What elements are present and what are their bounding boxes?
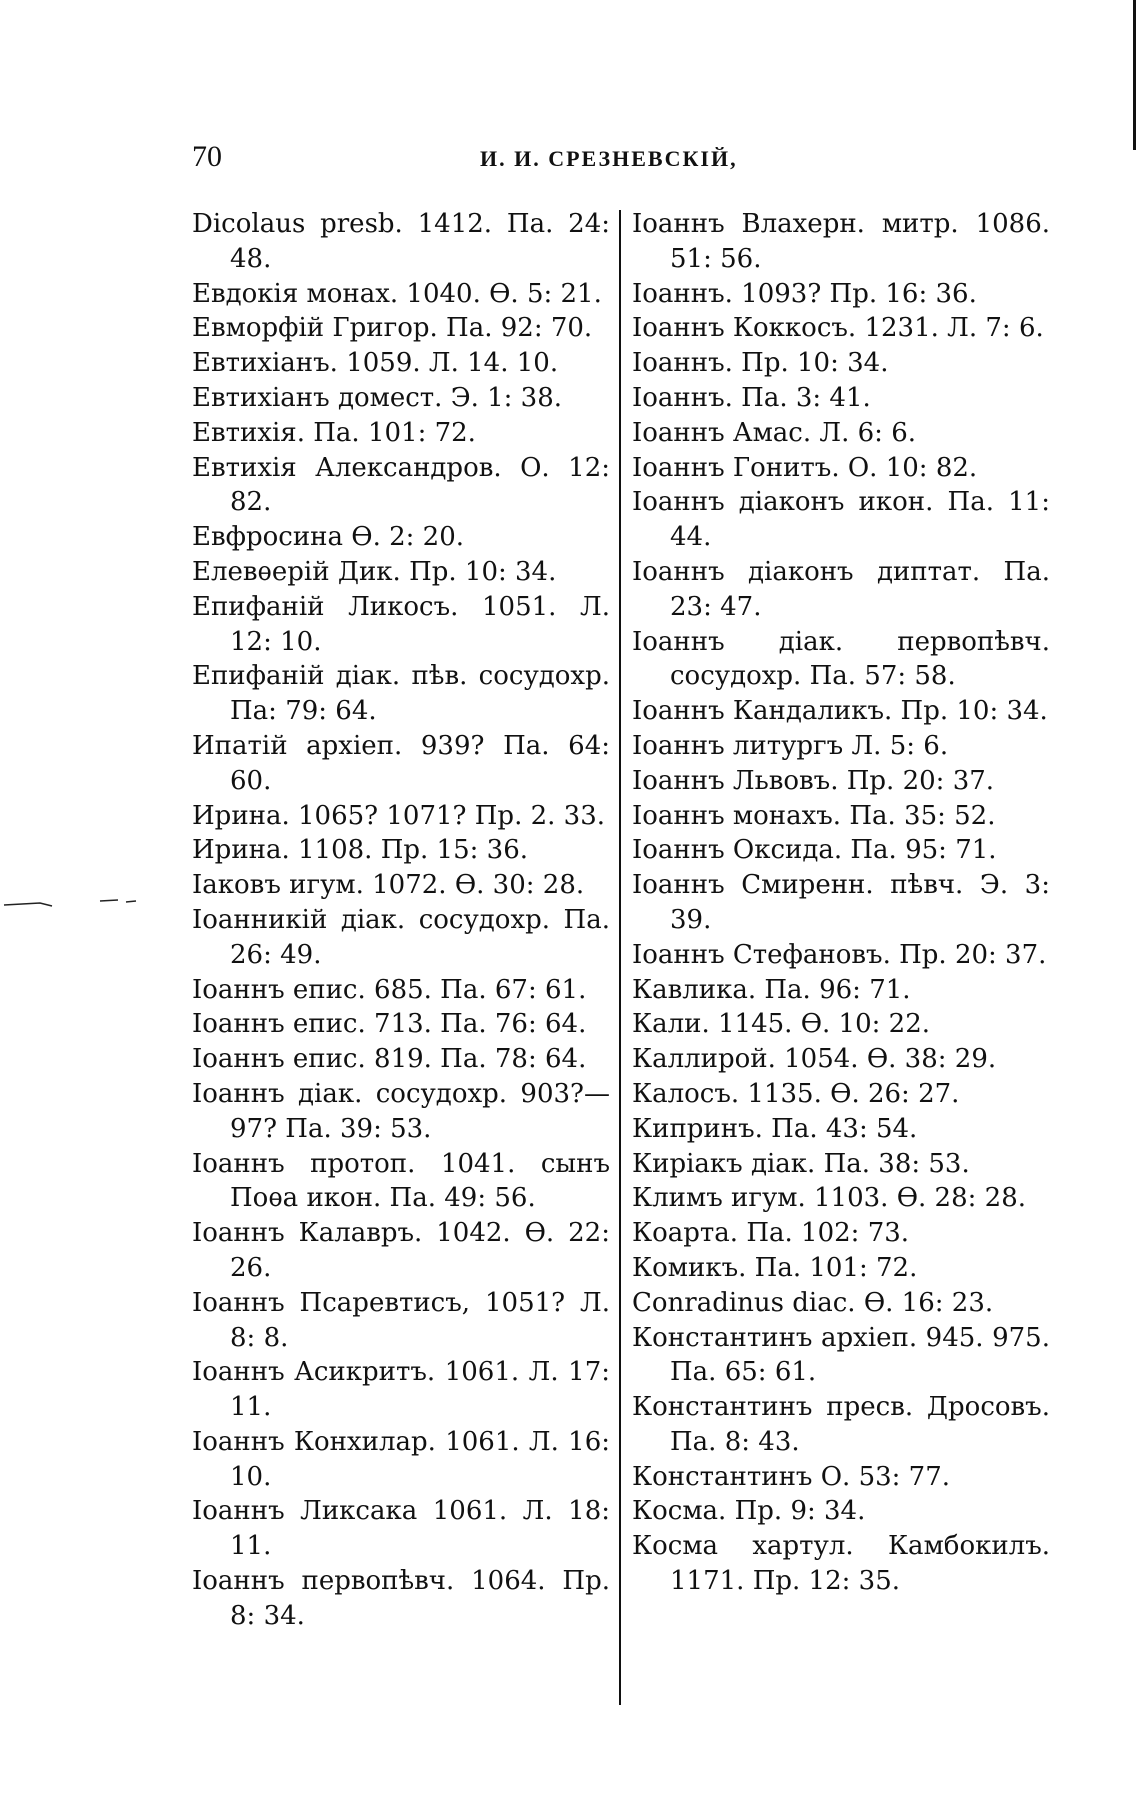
index-entry: Іоаннъ епис. 819. Па. 78: 64. [192,1044,587,1075]
index-entry: Комикъ. Па. 101: 72. [632,1252,918,1283]
index-entry: Іоаннъ діаконъ диптат. Па. 23: 47. [632,556,1050,622]
index-entry: Іоаннъ Гонитъ. О. 10: 82. [632,452,978,483]
index-entry: Епифаній Ликосъ. 1051. Л. 12: 10. [192,591,610,657]
index-entry: Іоаннъ первопѣвч. 1064. Пр. 8: 34. [192,1566,610,1631]
index-entry: Іоаннъ монахъ. Па. 35: 52. [632,800,996,831]
index-entry: Евтихія. Па. 101: 72. [192,417,476,448]
index-entry: Іоаннъ Влахерн. митр. 1086. 51: 56. [632,209,1050,274]
index-entry: Іоаннъ протоп. 1041. сынъ Поѳа икон. Па. 49: 56. [192,1148,610,1214]
index-column-right [632,207,1050,1599]
index-entry: Іоаннъ Стефановъ. Пр. 20: 37. [632,939,1047,970]
index-entry: Іоаннъ Ликсака 1061. Л. 18: 11. [192,1496,610,1562]
index-entry: Кавлика. Па. 96: 71. [632,974,911,1005]
index-entry: Іоаннъ Калавръ. 1042. Ѳ. 22: 26. [192,1218,610,1283]
index-entry: Константинъ пресв. Дросовъ. Па. 8: 43. [632,1392,1050,1457]
index-entry: Іоаннъ. 1093? Пр. 16: 36. [632,278,977,309]
index-entry: Епифаній діак. пѣв. сосудохр. Па: 79: 64. [192,661,610,727]
index-entry: Евтихіанъ. 1059. Л. 14. 10. [192,348,559,379]
index-entry: Константинъ архіеп. 945. 975. Па. 65: 61. [632,1322,1050,1388]
index-entry: Іоаннъ. Па. 3: 41. [632,382,871,413]
index-entry: Іоаннъ. Пр. 10: 34. [632,348,889,379]
index-entry: Кипринъ. Па. 43: 54. [632,1113,918,1144]
index-entry: Каллирой. 1054. Ѳ. 38: 29. [632,1044,997,1075]
index-entry: Іоаннъ епис. 685. Па. 67: 61. [192,974,587,1005]
index-entry: Іоаннъ Асикритъ. 1061. Л. 17: 11. [192,1357,610,1423]
index-entry: Евфросина Ѳ. 2: 20. [192,522,465,553]
index-entry: Климъ игум. 1103. Ѳ. 28: 28. [632,1183,1026,1214]
index-entry: Іоаннъ Кандаликъ. Пр. 10: 34. [632,696,1048,727]
index-entry: Коарта. Па. 102: 73. [632,1218,910,1249]
index-entry: Елевѳерій Дик. Пр. 10: 34. [192,556,557,587]
index-entry: Іоаннъ епис. 713. Па. 76: 64. [192,1009,587,1040]
index-entry: Кали. 1145. Ѳ. 10: 22. [632,1009,930,1040]
index-entry: Константинъ О. 53: 77. [632,1461,951,1492]
index-entry: Евтихіанъ домест. Э. 1: 38. [192,382,563,413]
index-entry: Іоаннъ діак. первопѣвч. сосудохр. Па. 57: 58. [632,626,1050,692]
index-column-left [192,207,610,1634]
index-entry: Іоаннъ Конхилар. 1061. Л. 16: 10. [192,1426,610,1492]
index-entry: Евдокія монах. 1040. Ѳ. 5: 21. [192,278,602,309]
page-number: 70 [192,140,222,173]
index-entry: Іоаннъ литургъ Л. 5: 6. [632,730,949,761]
index-entry: Іаковъ игум. 1072. Ѳ. 30: 28. [192,870,585,901]
index-entry: Киріакъ діак. Па. 38: 53. [632,1148,970,1179]
margin-mark [0,898,140,910]
index-entry: Косма хартул. Камбокилъ. 1171. Пр. 12: 35. [632,1531,1050,1597]
index-entry: Іоаннъ Коккосъ. 1231. Л. 7: 6. [632,313,1044,344]
index-entry: Іоаннъ Псаревтисъ, 1051? Л. 8: 8. [192,1287,610,1353]
column-divider [619,210,621,1705]
index-entry: Іоаннъ Оксида. Па. 95: 71. [632,835,997,866]
index-entry: Іоаннъ Смиренн. пѣвч. Э. 3: 39. [632,870,1050,935]
index-entry: Ирина. 1108. Пр. 15: 36. [192,835,529,866]
index-entry: Ипатій архіеп. 939? Па. 64: 60. [192,730,610,796]
index-entry: Іоаннъ Львовъ. Пр. 20: 37. [632,765,995,796]
index-entry: Іоаннъ діак. сосудохр. 903?—97? Па. 39: 53. [192,1078,610,1144]
index-entry: Калосъ. 1135. Ѳ. 26: 27. [632,1078,960,1109]
index-entry: Евморфій Григор. Па. 92: 70. [192,313,593,344]
index-entry: Dicolaus presb. 1412. Па. 24: 48. [192,209,610,274]
index-entry: Conradinus diac. Ѳ. 16: 23. [632,1287,994,1318]
running-title: И. И. СРЕЗНЕВСКІЙ, [480,146,738,171]
index-entry: Косма. Пр. 9: 34. [632,1496,866,1527]
index-entry: Евтихія Александров. О. 12: 82. [192,452,610,518]
index-entry: Іоаннъ діаконъ икон. Па. 11: 44. [632,487,1050,553]
index-entry: Іоанникій діак. сосудохр. Па. 26: 49. [192,904,610,970]
index-entry: Іоаннъ Амас. Л. 6: 6. [632,417,916,448]
index-entry: Ирина. 1065? 1071? Пр. 2. 33. [192,800,606,831]
page-edge-line [1133,0,1136,150]
